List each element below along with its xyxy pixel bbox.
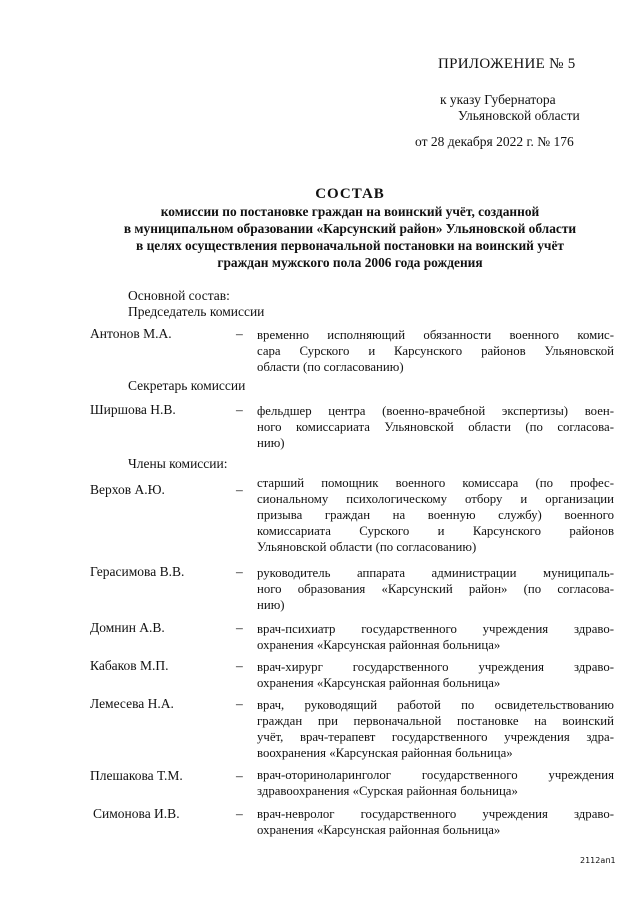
person-name: Антонов М.А. — [90, 326, 172, 341]
person-name: Верхов А.Ю. — [90, 482, 165, 497]
person-name: Домнин А.В. — [90, 620, 165, 635]
section-members: Члены комиссии: — [128, 456, 228, 471]
position-line: комиссариата Сурского и Карсунского районов — [257, 524, 614, 538]
decree-reference-line1: к указу Губернатора — [440, 92, 556, 107]
document-code: 2112ап1 — [580, 856, 616, 865]
title-line: граждан мужского пола 2006 года рождения — [217, 255, 483, 270]
title-line: в целях осуществления первоначальной постановки на воинский учёт — [135, 238, 564, 253]
position-line: сара Сурского и Карсунского районов Ульяновской — [257, 344, 614, 358]
appendix-heading: ПРИЛОЖЕНИЕ № 5 — [438, 56, 576, 72]
position-line: врач-невролог государственного учреждения здраво- — [257, 807, 614, 821]
dash-separator: – — [236, 326, 243, 341]
person-position — [257, 475, 614, 555]
section-main-composition: Основной состав: — [128, 288, 230, 303]
position-line: старший помощник военного комиссара (по профес- — [257, 476, 614, 490]
person-position — [257, 697, 614, 761]
decree-date: от 28 декабря 2022 г. № 176 — [415, 134, 574, 149]
person-position — [257, 659, 614, 691]
person-name: Герасимова В.В. — [90, 564, 185, 579]
position-line: нию) — [257, 436, 285, 450]
position-line: призыва граждан на военную службу) военного — [257, 508, 614, 522]
position-line: охранения «Карсунская районная больница» — [257, 823, 501, 837]
position-line: врач-оториноларинголог государственного учреждения — [257, 768, 614, 782]
position-line: сиональному психологическому отбору и организации — [257, 492, 614, 506]
person-name: Симонова И.В. — [93, 806, 180, 821]
person-position — [257, 565, 614, 613]
title-main: СОСТАВ — [315, 186, 385, 202]
dash-separator: – — [236, 402, 243, 417]
position-line: временно исполняющий обязанности военного комис- — [257, 328, 614, 342]
decree-reference-line2: Ульяновской области — [458, 108, 580, 123]
dash-separator: – — [236, 658, 243, 673]
document-title — [60, 186, 640, 271]
position-line: охранения «Карсунская районная больница» — [257, 676, 501, 690]
person-position — [257, 806, 614, 838]
section-secretary: Секретарь комиссии — [128, 378, 246, 393]
position-line: врач, руководящий работой по освидетельствованию — [257, 698, 614, 712]
section-chairman: Председатель комиссии — [128, 304, 265, 319]
dash-separator: – — [236, 620, 243, 635]
dash-separator: – — [236, 696, 243, 711]
person-position — [257, 767, 614, 799]
position-line: ного образования «Карсунский район» (по согласова- — [257, 582, 614, 596]
position-line: охранения «Карсунская районная больница» — [257, 638, 501, 652]
position-line: руководитель аппарата администрации муниципаль- — [257, 566, 614, 580]
title-line: комиссии по постановке граждан на воинский учёт, созданной — [160, 204, 540, 219]
position-line: ного комиссариата Ульяновской области (по согласова- — [257, 420, 614, 434]
position-line: фельдшер центра (военно-врачебной экспертизы) воен- — [257, 404, 614, 418]
position-line: воохранения «Карсунская районная больница» — [257, 746, 513, 760]
position-line: врач-хирург государственного учреждения здраво- — [257, 660, 614, 674]
position-line: врач-психиатр государственного учреждения здраво- — [257, 622, 614, 636]
position-line: граждан при первоначальной постановке на воинский — [257, 714, 614, 728]
dash-separator: – — [236, 482, 243, 497]
dash-separator: – — [236, 564, 243, 579]
dash-separator: – — [236, 768, 243, 783]
person-name: Кабаков М.П. — [90, 658, 169, 673]
person-name: Лемесева Н.А. — [90, 696, 174, 711]
person-position — [257, 621, 614, 653]
person-position — [257, 327, 614, 375]
position-line: области (по согласованию) — [257, 360, 404, 374]
position-line: Ульяновской области (по согласованию) — [257, 540, 477, 554]
dash-separator: – — [236, 806, 243, 821]
person-position — [257, 403, 614, 451]
position-line: учёт, врач-терапевт государственного учреждения здра- — [257, 730, 614, 744]
position-line: здравоохранения «Сурская районная больница» — [257, 784, 518, 798]
person-name: Ширшова Н.В. — [90, 402, 176, 417]
person-name: Плешакова Т.М. — [90, 768, 183, 783]
position-line: нию) — [257, 598, 285, 612]
title-line: в муниципальном образовании «Карсунский район» Ульяновской области — [123, 221, 577, 236]
